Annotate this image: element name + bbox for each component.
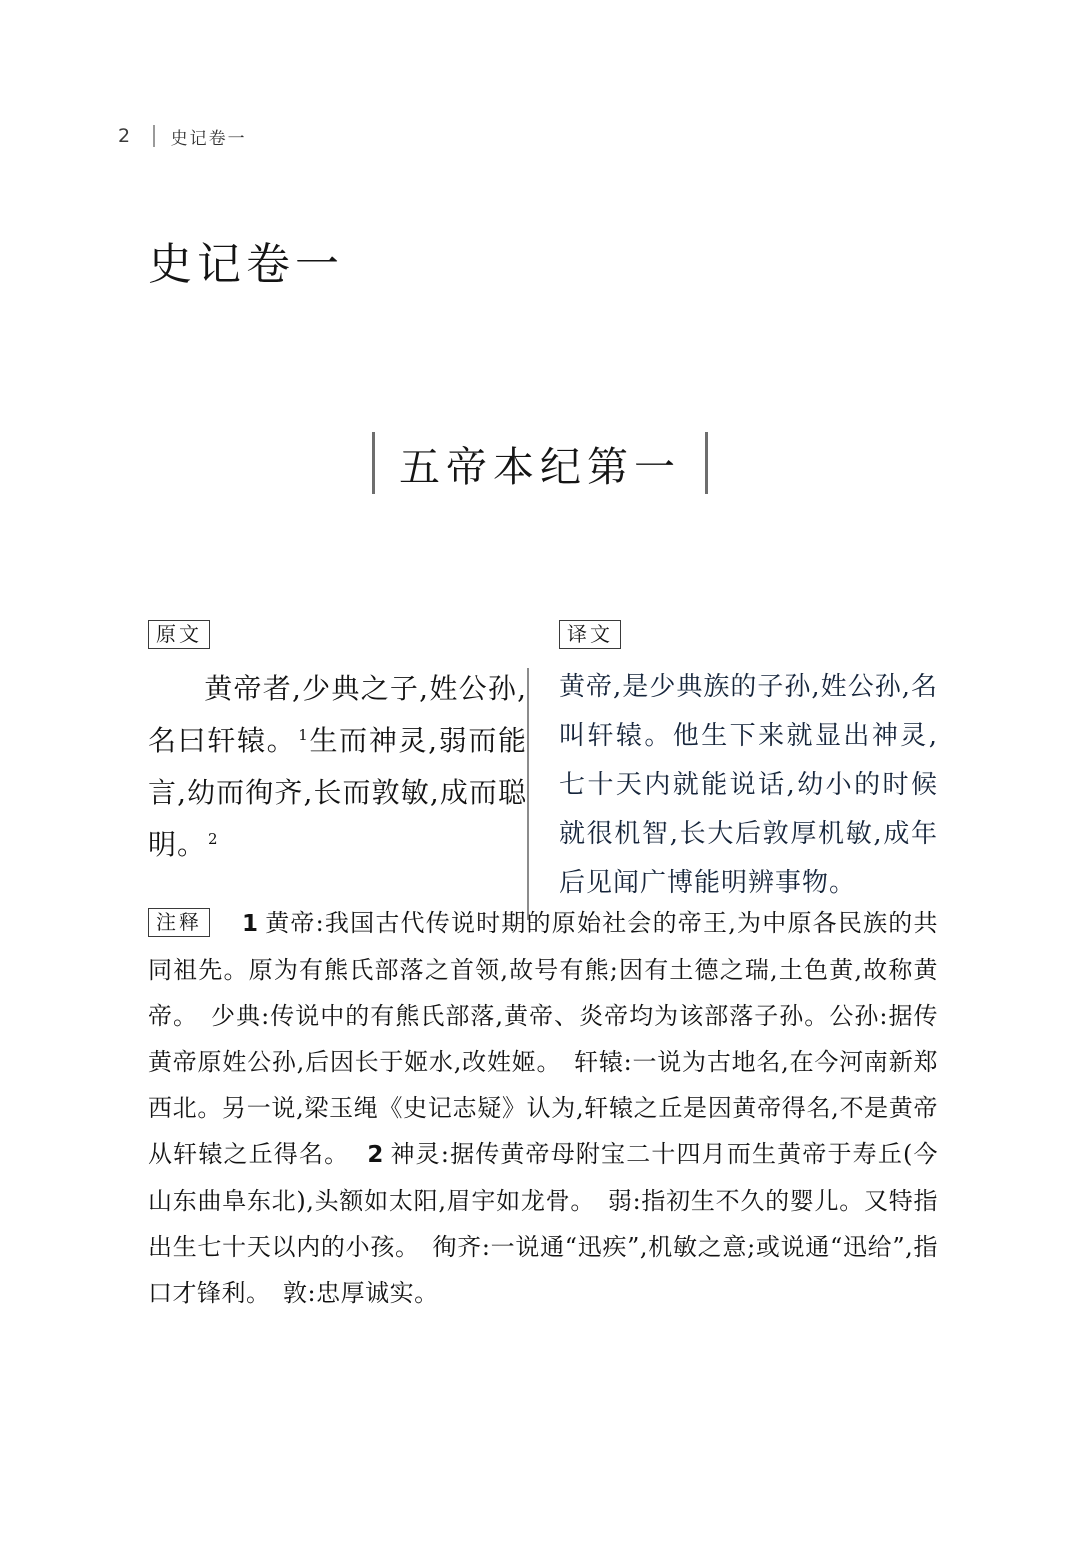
- text-columns: [148, 620, 938, 920]
- note-text-1: 黄帝:我国古代传说时期的原始社会的帝王,为中原各民族的共同祖先。原为有熊氏部落之首领,故号有熊;因有土德之瑞,土色黄,故称黄帝。 少典:传说中的有熊氏部落,黄帝、炎帝均为该部落子孙。公孙:据传黄帝原姓公孙,后因长于姬水,改姓姬。 轩辕:一说为古地名,在今河南新郑西北。另一说,梁玉绳《史记志疑》认为,轩辕之丘是因黄帝得名,不是黄帝从轩辕之丘得名。: [148, 909, 938, 1168]
- chapter-title-right-bar: [705, 432, 708, 494]
- notes-section: [148, 900, 938, 1316]
- original-text-body: [148, 663, 527, 871]
- volume-title: 史记卷一: [148, 239, 344, 290]
- note-number-1: 1: [242, 911, 259, 937]
- page-number: 2: [118, 125, 131, 147]
- original-sentence-1: 黄帝者,少典之子,姓公孙,名曰轩辕。: [148, 672, 527, 757]
- chapter-title: 五帝本纪第一: [399, 442, 681, 491]
- chapter-title-block: [0, 432, 1080, 494]
- footnote-marker-2: 2: [208, 829, 219, 848]
- original-sentence-2: 生而神灵,弱而能言,幼而徇齐,长而敦敏,成而聪明。: [148, 724, 527, 861]
- original-text-column: [148, 620, 527, 920]
- translation-text: 黄帝,是少典族的子孙,姓公孙,名叫轩辕。他生下来就显出神灵,七十天内就能说话,幼小的时候就很机智,长大后敦厚机敏,成年后见闻广博能明辨事物。: [559, 672, 938, 898]
- running-head-divider: [153, 125, 155, 147]
- translation-label: 译文: [559, 620, 621, 649]
- note-text-2: 神灵:据传黄帝母附宝二十四月而生黄帝于寿丘(今山东曲阜东北),头额如太阳,眉宇如龙骨。 弱:指初生不久的婴儿。又特指出生七十天以内的小孩。 徇齐:一说通“迅疾”,机敏之意;或说通“迅给”,指口才锋利。 敦:忠厚诚实。: [148, 1140, 939, 1307]
- note-number-2: 2: [367, 1142, 384, 1168]
- running-head-title: 史记卷一: [170, 128, 247, 149]
- footnote-marker-1: 1: [298, 725, 309, 744]
- translation-body: [559, 663, 938, 908]
- original-text-label: 原文: [148, 620, 210, 649]
- notes-label: 注释: [148, 908, 210, 937]
- translation-column: [529, 620, 938, 920]
- running-head: [118, 122, 247, 150]
